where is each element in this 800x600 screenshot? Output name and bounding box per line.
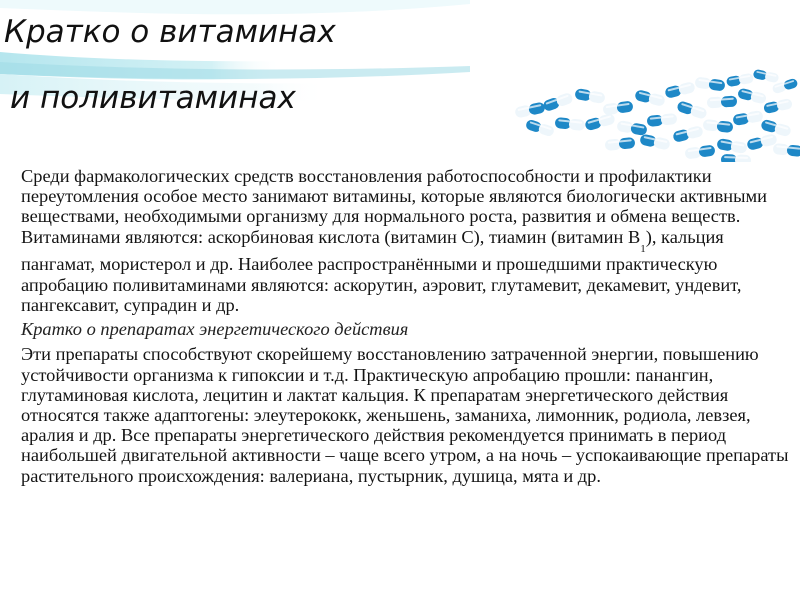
capsule [676, 100, 708, 120]
capsule [707, 95, 738, 108]
capsule [694, 76, 725, 91]
capsule [616, 120, 647, 136]
capsule [716, 138, 747, 154]
capsule [753, 69, 780, 83]
capsule [542, 92, 574, 113]
capsule [684, 144, 715, 159]
capsule [726, 73, 754, 87]
capsule [525, 119, 555, 138]
capsule [732, 110, 763, 126]
capsule [760, 119, 792, 138]
capsule [574, 88, 605, 104]
slide-body [21, 166, 791, 486]
capsule [773, 143, 800, 157]
capsule [664, 81, 696, 99]
capsules-image [500, 62, 800, 162]
capsule [721, 154, 751, 162]
capsule [605, 137, 636, 151]
vitamins-paragraph-text-1: Среди фармакологических средств восстановления работоспособности и профилактики переутомления особое место занимают витамины, которые являются биологически активными веществами, необходимыми организму для нормального роста, развития и обмена веществ. Витаминами являются: аскорбиновая кислота (витамин С), тиамин (витамин В [21, 166, 767, 247]
capsule [639, 134, 671, 151]
vitamins-paragraph [21, 166, 791, 315]
capsule [763, 98, 793, 114]
slide-title-line1: Кратко о витаминах [4, 14, 336, 50]
capsule [602, 100, 633, 115]
capsule [737, 87, 767, 104]
energy-drugs-paragraph: Эти препараты способствуют скорейшему восстановлению затраченной энергии, повышению устойчивости организма к гипоксии и т.д. Практическую апробацию прошли: панангин, глутаминовая кислота, лецитин и лактат кальция. К препаратам энергетического действия относятся также адаптогены: элеутерококк, женьшень, заманиха, лимонник, родиола, левзея, аралия и др. Все препараты энергетического действия рекомендуется принимать в период наибольшей двигательной активности – чаще всего утром, а на ночь – успокаивающие препараты растительного происхождения: валериана, пустырник, душица, мята и др. [21, 344, 789, 486]
vitamins-paragraph-text-2: ), кальция пангамат, мористерол и др. Наиболее распространёнными и прошедшими практическую апробацию поливитаминами являются: аскорутин, аэровит, глутамевит, декамевит, ундевит, пангексавит, супрадин и др. [21, 226, 742, 315]
capsule [672, 125, 704, 143]
capsule [647, 113, 678, 127]
capsule [634, 89, 666, 107]
slide-title-line2: и поливитаминах [10, 80, 296, 116]
vitamin-b-subscript: 1 [640, 243, 646, 256]
capsule [514, 102, 546, 119]
capsule [584, 113, 616, 132]
capsule [555, 117, 586, 131]
energy-drugs-subheading: Кратко о препаратах энергетического действия [21, 319, 409, 340]
capsule [703, 119, 734, 133]
